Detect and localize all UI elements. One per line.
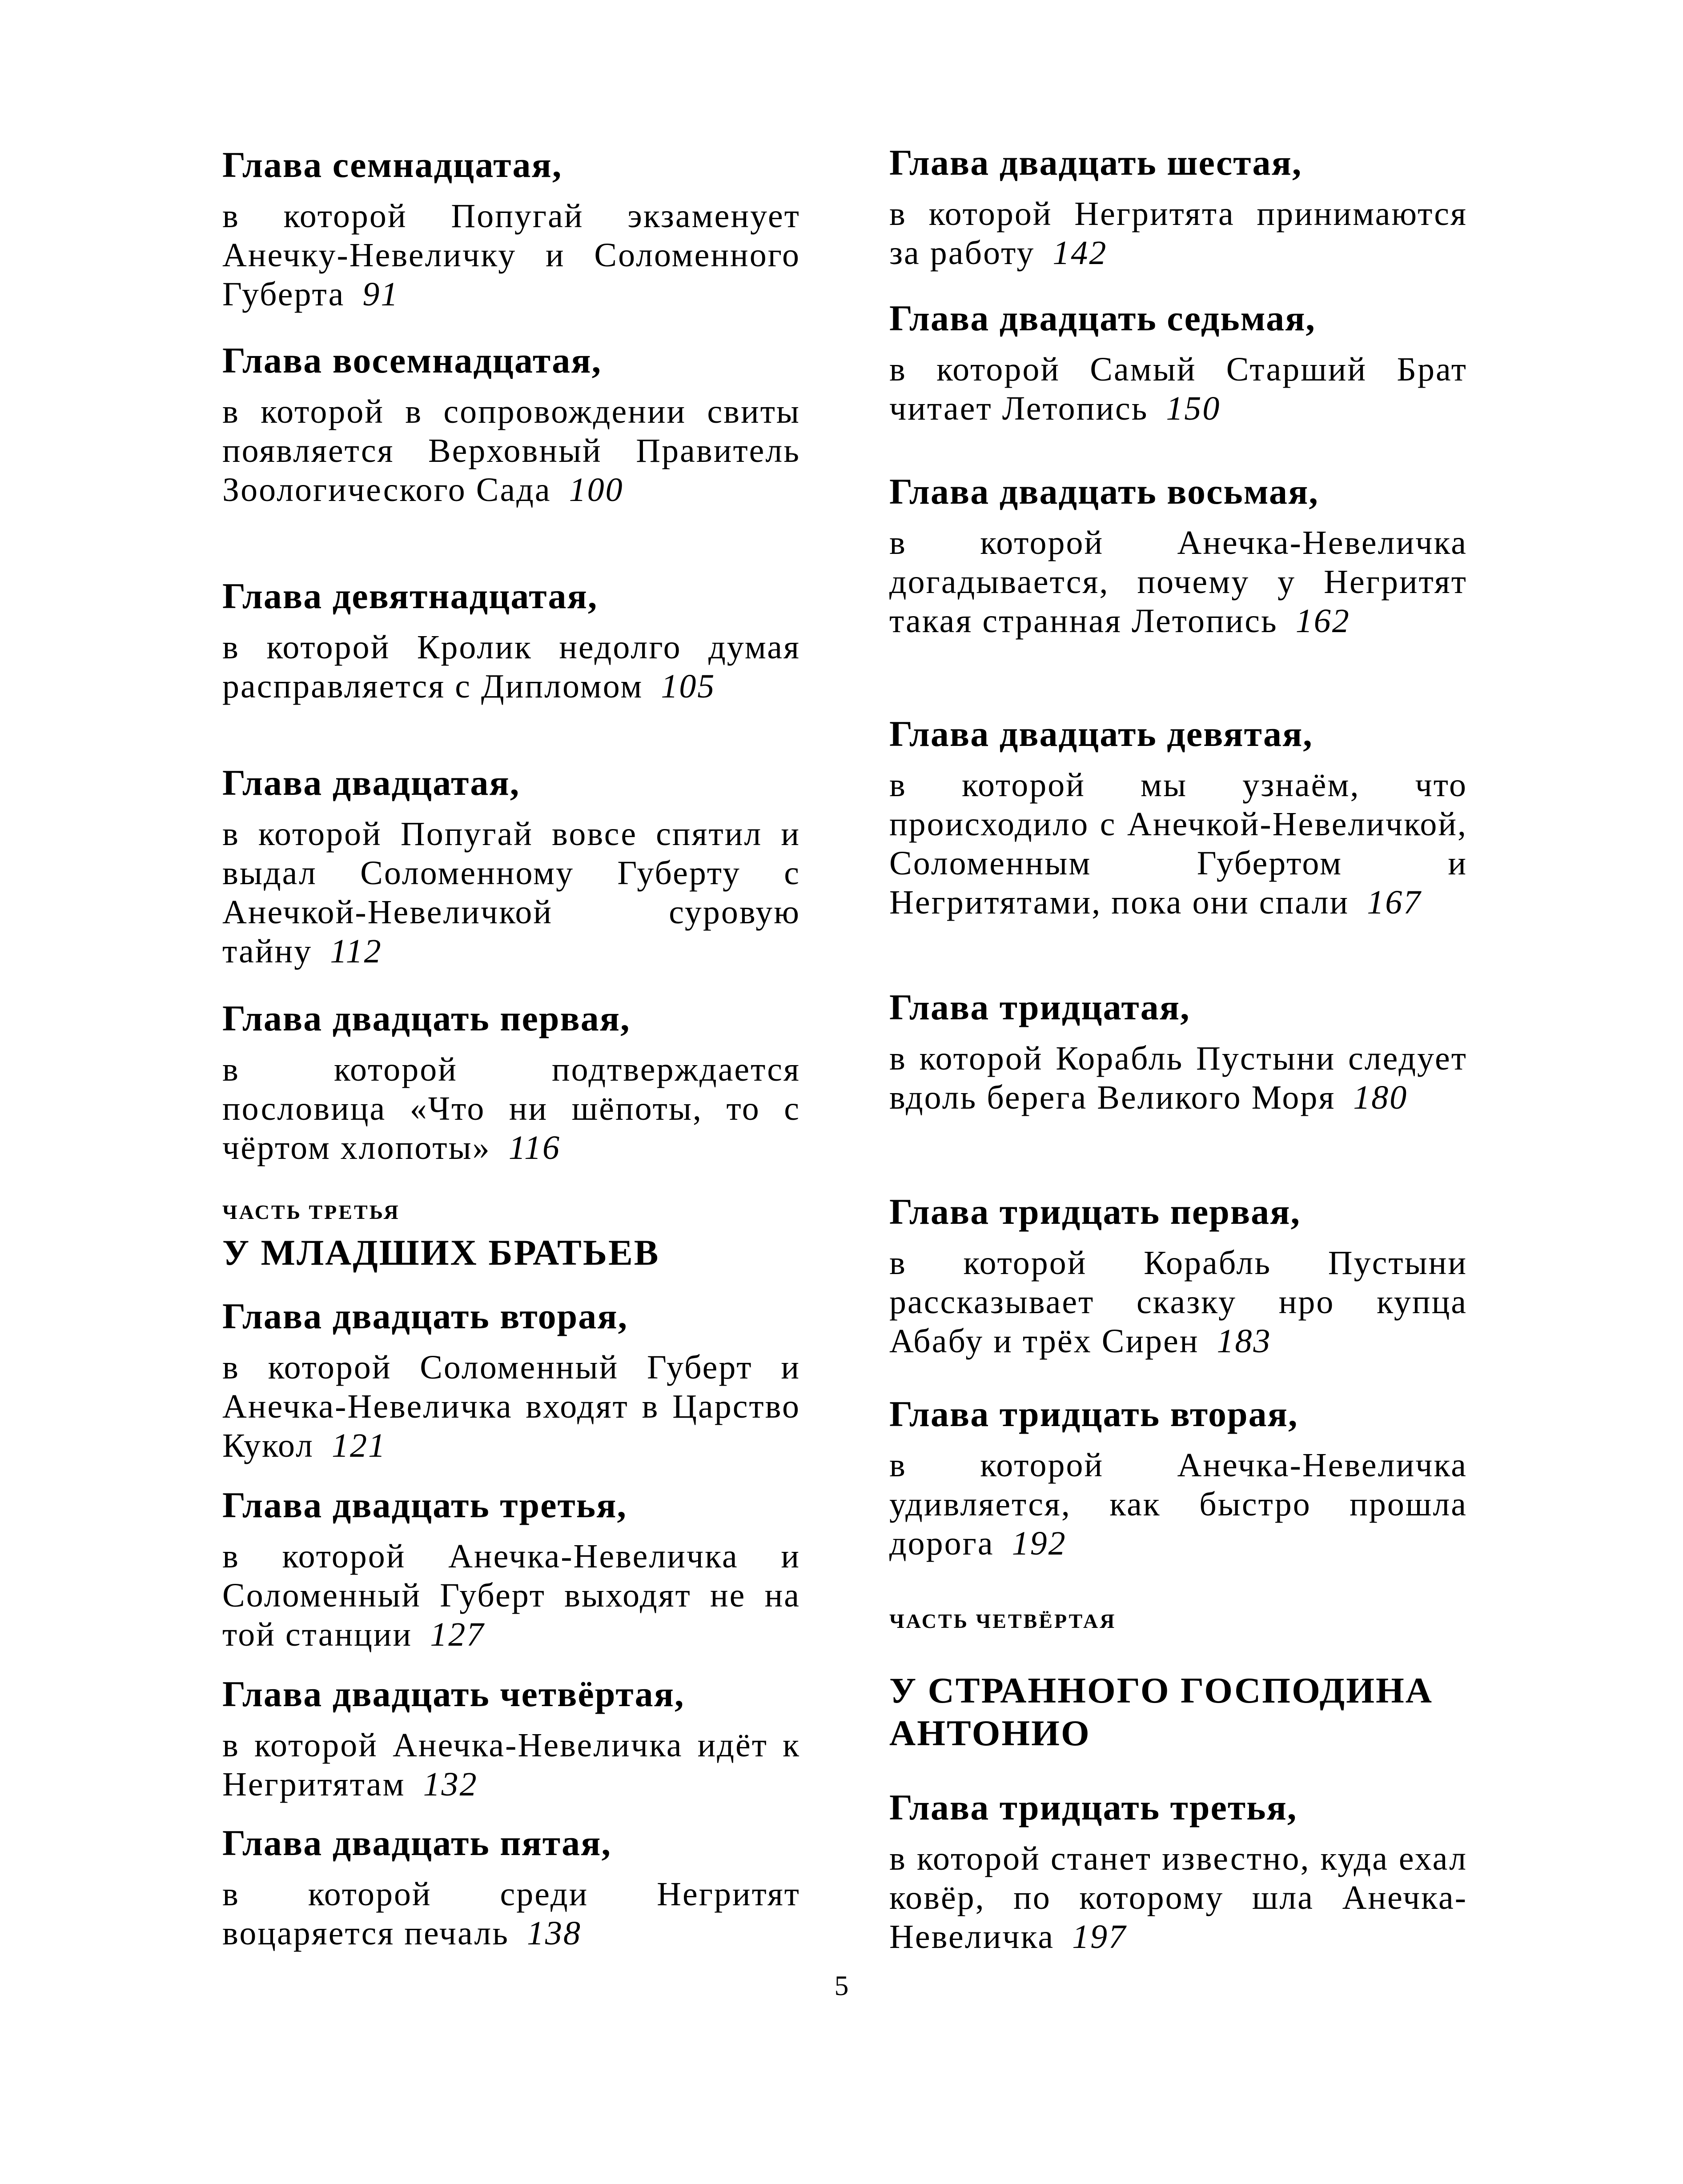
part-label: ЧАСТЬ ТРЕТЬЯ xyxy=(222,1201,400,1223)
chapter-description xyxy=(889,1446,1467,1563)
page-ref[interactable]: 180 xyxy=(1353,1079,1408,1116)
page-ref[interactable]: 150 xyxy=(1166,390,1221,427)
chapter-description xyxy=(889,1839,1467,1956)
chapter-description xyxy=(222,628,800,706)
description-text: в которой Анечка-Невеличка идёт к Негритятам xyxy=(222,1727,800,1803)
description-text: в которой Попугай вовсе спятил и выдал Соломенному Губерту с Анечкой-Невеличкой суровую тайну xyxy=(222,815,800,970)
description-text: в которой в сопровождении свиты появляется Верховный Правитель Зоологического Сада xyxy=(222,393,800,509)
chapter-title: Глава семнадцатая, xyxy=(222,144,562,185)
chapter-description xyxy=(889,194,1467,272)
toc-entry xyxy=(889,1191,1467,1361)
chapter-description xyxy=(889,1243,1467,1361)
page-ref[interactable]: 132 xyxy=(423,1766,478,1803)
chapter-title: Глава двадцать восьмая, xyxy=(889,471,1319,512)
chapter-title: Глава двадцать девятая, xyxy=(889,713,1313,754)
page-ref[interactable]: 127 xyxy=(430,1616,485,1653)
description-text: в которой Соломенный Губерт и Анечка-Невеличка входят в Царство Кукол xyxy=(222,1349,800,1464)
toc-entry xyxy=(889,1396,1467,1563)
chapter-description xyxy=(222,1348,800,1465)
toc-entry xyxy=(222,1825,800,1953)
toc-entry xyxy=(889,473,1467,641)
description-text: в которой Негритята принимаются за работу xyxy=(889,195,1467,272)
part-title: У МЛАДШИХ БРАТЬЕВ xyxy=(222,1232,660,1273)
chapter-title: Глава двадцать третья, xyxy=(222,1485,627,1525)
toc-entry xyxy=(889,144,1467,272)
page-ref[interactable]: 100 xyxy=(569,471,624,509)
chapter-description xyxy=(222,814,800,971)
description-text: в которой Корабль Пустыни рассказывает сказку нро купца Абабу и трёх Сирен xyxy=(889,1244,1467,1360)
chapter-description xyxy=(889,765,1467,922)
chapter-description xyxy=(889,350,1467,428)
page-ref[interactable]: 116 xyxy=(508,1129,561,1166)
description-text: в которой среди Негритят воцаряется печаль xyxy=(222,1875,800,1952)
toc-entry xyxy=(889,713,1467,922)
chapter-title: Глава двадцать четвёртая, xyxy=(222,1674,685,1714)
chapter-description xyxy=(222,1726,800,1804)
chapter-title: Глава девятнадцатая, xyxy=(222,576,598,616)
toc-entry xyxy=(222,1000,800,1167)
description-text: в которой станет известно, куда ехал ковёр, по которому шла Анечка-Невеличка xyxy=(889,1840,1467,1956)
page-ref[interactable]: 197 xyxy=(1072,1918,1127,1956)
chapter-title: Глава тридцатая, xyxy=(889,987,1190,1027)
chapter-title: Глава двадцать первая, xyxy=(222,998,631,1038)
part-label: ЧАСТЬ ЧЕТВЁРТАЯ xyxy=(889,1610,1117,1632)
page-number: 5 xyxy=(834,1970,849,2001)
description-text: в которой Самый Старший Брат читает Летопись xyxy=(889,351,1467,427)
toc-entry xyxy=(222,1676,800,1804)
description-text: в которой Кролик недолго думая расправляется с Дипломом xyxy=(222,629,800,705)
page-ref[interactable]: 142 xyxy=(1052,234,1108,272)
toc-entry xyxy=(222,578,800,706)
description-text: в которой Анечка-Невеличка догадывается, почему у Негритят такая странная Летопись xyxy=(889,524,1467,640)
page-ref[interactable]: 183 xyxy=(1217,1322,1272,1360)
chapter-description xyxy=(222,1537,800,1654)
page-ref[interactable]: 91 xyxy=(362,276,399,313)
toc-entry xyxy=(889,989,1467,1117)
page-ref[interactable]: 105 xyxy=(661,668,716,705)
description-text: в которой Попугай экзаменует Анечку-Невеличку и Соломенного Губерта xyxy=(222,197,800,313)
chapter-description xyxy=(889,523,1467,641)
chapter-title: Глава двадцать вторая, xyxy=(222,1296,628,1336)
page-ref[interactable]: 192 xyxy=(1012,1525,1067,1562)
description-text: в которой мы узнаём, что происходило с Анечкой-Невеличкой, Соломенным Губертом и Негритятами, пока они спали xyxy=(889,766,1467,921)
toc-entry xyxy=(222,1298,800,1465)
chapter-description xyxy=(889,1039,1467,1117)
page-ref[interactable]: 162 xyxy=(1295,602,1350,640)
chapter-title: Глава двадцать пятая, xyxy=(222,1823,611,1863)
chapter-title: Глава тридцать третья, xyxy=(889,1787,1297,1827)
chapter-title: Глава двадцатая, xyxy=(222,762,520,803)
chapter-title: Глава восемнадцатая, xyxy=(222,340,602,381)
chapter-title: Глава тридцать первая, xyxy=(889,1191,1301,1232)
chapter-description xyxy=(222,196,800,314)
toc-entry xyxy=(222,342,800,509)
description-text: в которой Анечка-Невеличка и Соломенный Губерт выходят не на той станции xyxy=(222,1538,800,1653)
toc-entry xyxy=(889,300,1467,428)
page-ref[interactable]: 121 xyxy=(331,1427,386,1464)
chapter-title: Глава двадцать шестая, xyxy=(889,142,1302,183)
toc-entry xyxy=(222,144,800,314)
description-text: в которой подтверждается пословица «Что ни шёпоты, то с чёртом хлопоты» xyxy=(222,1051,800,1166)
page-ref[interactable]: 138 xyxy=(527,1915,582,1952)
chapter-description xyxy=(222,1050,800,1167)
page-ref[interactable]: 112 xyxy=(330,933,382,970)
toc-entry xyxy=(889,1789,1467,1956)
toc-entry xyxy=(222,1487,800,1654)
description-text: в которой Анечка-Невеличка удивляется, как быстро прошла дорога xyxy=(889,1447,1467,1562)
chapter-title: Глава двадцать седьмая, xyxy=(889,298,1316,338)
description-text: в которой Корабль Пустыни следует вдоль берега Великого Моря xyxy=(889,1040,1467,1116)
chapter-title: Глава тридцать вторая, xyxy=(889,1394,1298,1434)
part-title: У СТРАННОГО ГОСПОДИНА АНТОНИО xyxy=(889,1670,1433,1753)
toc-entry xyxy=(222,762,800,971)
page-ref[interactable]: 167 xyxy=(1367,884,1422,921)
chapter-description xyxy=(222,392,800,509)
chapter-description xyxy=(222,1875,800,1953)
